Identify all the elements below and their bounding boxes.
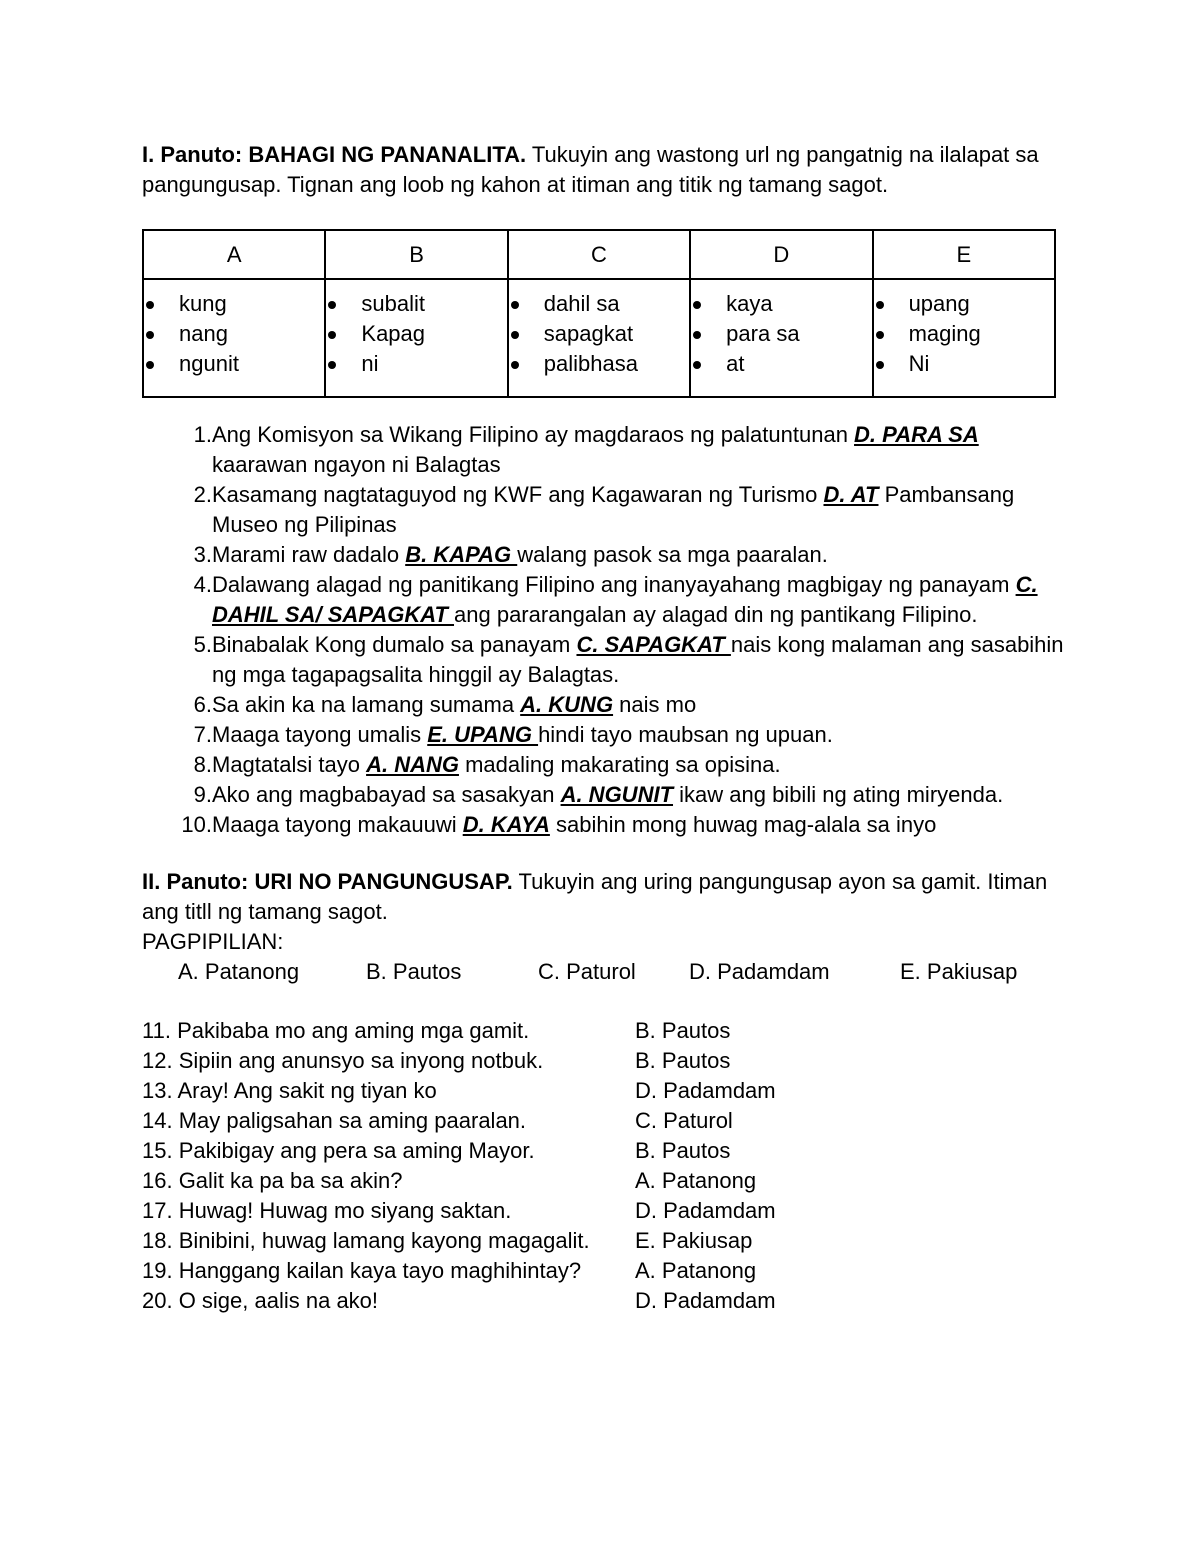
box-word xyxy=(144,289,324,319)
box-word xyxy=(326,319,506,349)
box-col-a xyxy=(143,279,325,397)
list-item xyxy=(172,780,1072,810)
box-word-text: ni xyxy=(361,351,379,376)
item-prefix: Ang Komisyon sa Wikang Filipino ay magdaraos ng palatuntunan xyxy=(212,422,855,447)
item-number: 4. xyxy=(193,572,212,597)
item-text xyxy=(212,810,1072,840)
bullet-icon xyxy=(146,301,154,309)
bullet-icon xyxy=(511,361,519,369)
choices-row xyxy=(142,957,1062,987)
box-word xyxy=(326,289,506,319)
answer-text: C. Paturol xyxy=(635,1108,733,1133)
item-prefix: Dalawang alagad ng panitikang Filipino ang inanyayahang magbigay ng panayam xyxy=(212,572,1016,597)
bullet-icon xyxy=(146,361,154,369)
box-col-c xyxy=(508,279,690,397)
list-item xyxy=(172,690,1072,720)
item-prefix: Marami raw dadalo xyxy=(212,542,406,567)
question-text: 19. Hanggang kailan kaya tayo maghihintay? xyxy=(142,1258,582,1283)
item-number: 10. xyxy=(181,812,212,837)
box-word-text: ngunit xyxy=(179,351,239,376)
question-text: 17. Huwag! Huwag mo siyang saktan. xyxy=(142,1198,512,1223)
list-item xyxy=(172,540,1072,570)
section2-heading: II. Panuto: URI NO PANGUNGUSAP. xyxy=(142,869,513,894)
item-suffix: ikaw ang bibili ng ating miryenda. xyxy=(673,782,1004,807)
list-item xyxy=(142,1286,1042,1316)
item-suffix: nais mo xyxy=(613,692,697,717)
answer-text: B. Pautos xyxy=(635,1048,731,1073)
box-word xyxy=(144,319,324,349)
item-number: 7. xyxy=(193,722,212,747)
item-text xyxy=(212,720,1072,750)
box-word xyxy=(326,349,506,379)
item-answer: D. KAYA xyxy=(462,812,550,837)
item-number: 3. xyxy=(193,542,212,567)
list-item xyxy=(172,720,1072,750)
list-item xyxy=(172,750,1072,780)
box-word-text: maging xyxy=(908,321,981,346)
section2-instruction: Tukuyin ang uring pangungusap ayon sa gamit. Itiman ang titll ng tamang sagot. xyxy=(142,869,1048,924)
question-text: 16. Galit ka pa ba sa akin? xyxy=(142,1168,403,1193)
list-item xyxy=(142,1046,1042,1076)
box-word xyxy=(874,319,1054,349)
item-suffix: sabihin mong huwag mag-alala sa inyo xyxy=(549,812,937,837)
answer-text: B. Pautos xyxy=(635,1138,731,1163)
bullet-icon xyxy=(693,361,701,369)
question-text: 13. Aray! Ang sakit ng tiyan ko xyxy=(142,1078,437,1103)
item-suffix: kaarawan ngayon ni Balagtas xyxy=(212,452,501,477)
item-text xyxy=(212,540,1072,570)
box-word xyxy=(874,289,1054,319)
box-word xyxy=(691,349,871,379)
list-item xyxy=(172,420,1072,480)
item-number: 5. xyxy=(193,632,212,657)
item-answer: C. DAHIL SA/ SAPAGKAT xyxy=(212,572,1038,627)
list-item xyxy=(142,1136,1042,1166)
bullet-icon xyxy=(876,331,884,339)
choice-b: B. Pautos xyxy=(366,959,462,984)
list-item xyxy=(172,480,1072,540)
item-prefix: Magtatalsi tayo xyxy=(212,752,367,777)
bullet-icon xyxy=(328,331,336,339)
choice-e: E. Pakiusap xyxy=(900,959,1018,984)
box-word xyxy=(509,289,689,319)
bullet-icon xyxy=(876,361,884,369)
list-item xyxy=(142,1106,1042,1136)
box-col-b xyxy=(325,279,507,397)
item-answer: E. UPANG xyxy=(427,722,539,747)
item-prefix: Ako ang magbabayad sa sasakyan xyxy=(212,782,561,807)
box-word xyxy=(144,349,324,379)
item-suffix: ang pararangalan ay alagad din ng pantikang Filipino. xyxy=(454,602,978,627)
item-text xyxy=(212,750,1072,780)
box-col-c-letter: C xyxy=(508,230,690,279)
item-answer: D. AT xyxy=(823,482,879,507)
answer-text: B. Pautos xyxy=(635,1018,731,1043)
choices-label: PAGPIPILIAN: xyxy=(142,929,284,954)
item-answer: A. KUNG xyxy=(520,692,614,717)
section1-items xyxy=(172,420,1072,840)
box-words-row xyxy=(143,279,1055,397)
item-text xyxy=(212,570,1072,630)
question-text: 14. May paligsahan sa aming paaralan. xyxy=(142,1108,527,1133)
box-word-text: kaya xyxy=(726,291,773,316)
box-word xyxy=(509,349,689,379)
item-text xyxy=(212,480,1072,540)
list-item xyxy=(142,1166,1042,1196)
answer-text: A. Patanong xyxy=(635,1258,757,1283)
box-word xyxy=(874,349,1054,379)
bullet-icon xyxy=(328,361,336,369)
item-number: 8. xyxy=(193,752,212,777)
item-text xyxy=(212,630,1072,690)
section1-heading: I. Panuto: BAHAGI NG PANANALITA. xyxy=(142,142,527,167)
item-answer: C. SAPAGKAT xyxy=(576,632,731,657)
box-word-text: kung xyxy=(179,291,227,316)
box-word-text: upang xyxy=(908,291,970,316)
list-item xyxy=(172,570,1072,630)
question-text: 15. Pakibigay ang pera sa aming Mayor. xyxy=(142,1138,535,1163)
list-item xyxy=(142,1076,1042,1106)
box-col-d xyxy=(690,279,872,397)
item-number: 9. xyxy=(193,782,212,807)
answer-text: D. Padamdam xyxy=(635,1078,776,1103)
section2-paragraph xyxy=(142,867,1062,927)
box-col-e xyxy=(873,279,1055,397)
section2 xyxy=(142,867,1062,987)
item-answer: A. NGUNIT xyxy=(560,782,674,807)
item-number: 6. xyxy=(193,692,212,717)
bullet-icon xyxy=(693,331,701,339)
box-col-d-letter: D xyxy=(690,230,872,279)
answer-text: D. Padamdam xyxy=(635,1288,776,1313)
box-word-text: Ni xyxy=(908,351,930,376)
list-item xyxy=(172,810,1072,840)
box-word-text: nang xyxy=(179,321,228,346)
box-word-text: para sa xyxy=(726,321,800,346)
box-word-text: at xyxy=(726,351,745,376)
section1-paragraph xyxy=(142,140,1062,200)
item-text xyxy=(212,690,1072,720)
bullet-icon xyxy=(876,301,884,309)
list-item xyxy=(172,630,1072,690)
item-answer: D. PARA SA xyxy=(854,422,979,447)
list-item xyxy=(142,1196,1042,1226)
item-prefix: Kasamang nagtataguyod ng KWF ang Kagawaran ng Turismo xyxy=(212,482,824,507)
item-prefix: Binabalak Kong dumalo sa panayam xyxy=(212,632,577,657)
bullet-icon xyxy=(146,331,154,339)
question-text: 18. Binibini, huwag lamang kayong magagalit. xyxy=(142,1228,590,1253)
item-prefix: Sa akin ka na lamang sumama xyxy=(212,692,521,717)
box-col-e-letter: E xyxy=(873,230,1055,279)
box-word-text: sapagkat xyxy=(543,321,634,346)
item-number: 2. xyxy=(193,482,212,507)
question-text: 20. O sige, aalis na ako! xyxy=(142,1288,379,1313)
box-word-text: palibhasa xyxy=(543,351,638,376)
box-word-text: dahil sa xyxy=(543,291,620,316)
bullet-icon xyxy=(693,301,701,309)
item-answer: A. NANG xyxy=(366,752,459,777)
box-word xyxy=(509,319,689,349)
item-text xyxy=(212,420,1072,480)
item-prefix: Maaga tayong umalis xyxy=(212,722,428,747)
list-item xyxy=(142,1226,1042,1256)
item-suffix: madaling makarating sa opisina. xyxy=(458,752,781,777)
bullet-icon xyxy=(328,301,336,309)
item-suffix: Pambansang Museo ng Pilipinas xyxy=(212,482,1015,537)
section1-instructions xyxy=(142,140,1062,200)
box-col-a-letter: A xyxy=(143,230,325,279)
item-text xyxy=(212,780,1072,810)
box-header-row xyxy=(143,230,1055,279)
choice-d: D. Padamdam xyxy=(689,959,830,984)
bullet-icon xyxy=(511,331,519,339)
answer-text: A. Patanong xyxy=(635,1168,757,1193)
conjunction-box xyxy=(142,229,1056,398)
box-col-b-letter: B xyxy=(325,230,507,279)
question-text: 11. Pakibaba mo ang aming mga gamit. xyxy=(142,1018,530,1043)
item-answer: B. KAPAG xyxy=(405,542,518,567)
box-word xyxy=(691,319,871,349)
item-suffix: hindi tayo maubsan ng upuan. xyxy=(538,722,833,747)
choice-c: C. Paturol xyxy=(538,959,636,984)
choice-a: A. Patanong xyxy=(178,959,300,984)
item-number: 1. xyxy=(193,422,212,447)
section2-items xyxy=(142,1016,1042,1316)
item-prefix: Maaga tayong makauuwi xyxy=(212,812,463,837)
box-word-text: subalit xyxy=(361,291,425,316)
answer-text: E. Pakiusap xyxy=(635,1228,753,1253)
answer-text: D. Padamdam xyxy=(635,1198,776,1223)
box-word xyxy=(691,289,871,319)
box-word-text: Kapag xyxy=(361,321,426,346)
bullet-icon xyxy=(511,301,519,309)
list-item xyxy=(142,1016,1042,1046)
item-suffix: nais kong malaman ang sasabihin ng mga tagapagsalita hinggil ay Balagtas. xyxy=(212,632,1064,687)
list-item xyxy=(142,1256,1042,1286)
section1-instruction: Tukuyin ang wastong url ng pangatnig na ilalapat sa pangungusap. Tignan ang loob ng kahon at itiman ang titik ng tamang sagot. xyxy=(142,142,1039,197)
item-suffix: walang pasok sa mga paaralan. xyxy=(517,542,828,567)
question-text: 12. Sipiin ang anunsyo sa inyong notbuk. xyxy=(142,1048,544,1073)
